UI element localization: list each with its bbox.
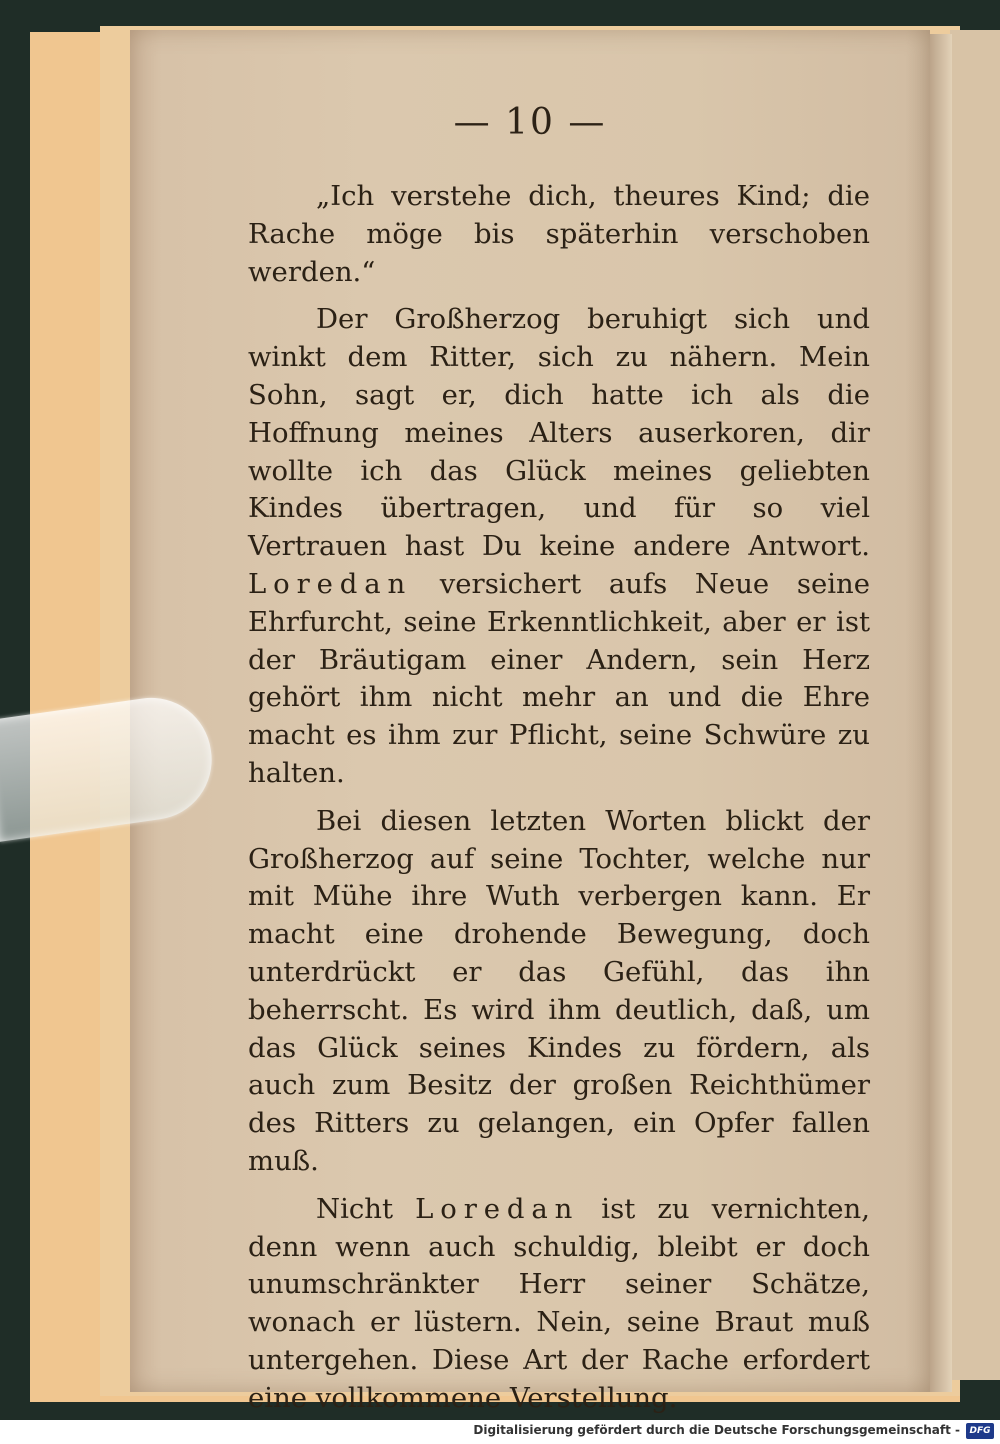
name-loredan: Loredan — [415, 1192, 580, 1225]
name-loredan: Loredan — [248, 567, 413, 600]
paragraph-text: Nicht — [316, 1192, 394, 1225]
paragraph-text: Der Großherzog beruhigt sich und winkt dem Ritter, sich zu nähern. Mein Sohn, sagt er, dich hatte ich als die Hoffnung meines Alters auserkoren, dir wollte ich das Glück meines geliebten Kindes übertragen, und für so viel Vertrauen hast Du keine andere Antwort. — [248, 303, 870, 563]
dfg-logo: DFG — [966, 1423, 994, 1439]
paragraph: „Ich verstehe dich, theures Kind; die Rache möge bis späterhin verschoben werden.“ — [248, 180, 870, 288]
page-number: — 10 — — [453, 102, 607, 143]
paragraph — [248, 301, 870, 792]
page-fold-edge — [930, 34, 952, 1392]
paragraph-text: versichert aufs Neue seine Ehrfurcht, seine Erkenntlichkeit, aber er ist der Bräutigam einer Andern, sein Herz gehört ihm nicht mehr an und die Ehre macht es ihm zur Pflicht, seine Schwüre zu halten. — [248, 567, 871, 789]
paragraph-text: ist zu vernichten, denn wenn auch schuldig, bleibt er doch unumschränkter Herr seiner Schätze, wonach er lüstern. Nein, seine Braut muß untergehen. Diese Art der Rache erfordert eine vollkommene Verstellung. — [248, 1192, 870, 1414]
footer — [0, 1420, 1000, 1444]
paragraph: Bei diesen letzten Worten blickt der Großherzog auf seine Tochter, welche nur mit Mühe ihre Wuth verbergen kann. Er macht eine drohende Bewegung, doch unterdrückt er das Gefühl, das ihn beherrscht. Es wird ihm deutlich, daß, um das Glück seines Kindes zu fördern, als auch zum Besitz der großen Reichthümer des Ritters zu gelangen, ein Opfer fallen muß. — [248, 804, 870, 1177]
funding-credit: Digitalisierung gefördert durch die Deutsche Forschungsgemeinschaft - — [473, 1423, 960, 1437]
book-page — [130, 30, 930, 1414]
next-page-edge — [950, 30, 1000, 1380]
paragraph — [248, 1191, 870, 1418]
page-text — [248, 178, 870, 1420]
